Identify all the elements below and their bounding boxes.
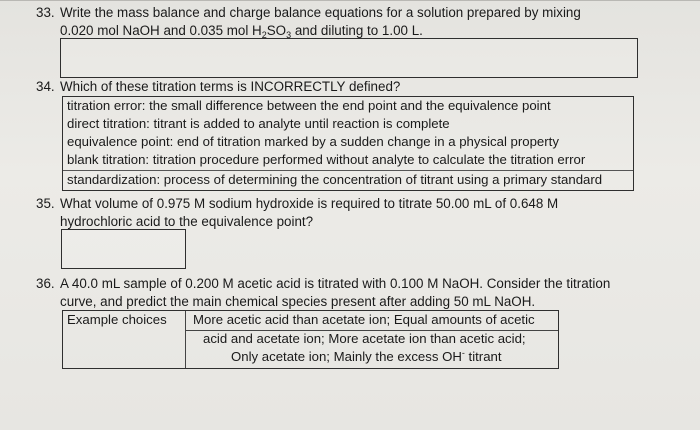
choices-line-3: Only acetate ion; Mainly the excess OH- titrant	[231, 348, 502, 364]
page-top-rule	[0, 0, 700, 1]
question-text-line-2: hydrochloric acid to the equivalence point?	[60, 213, 314, 229]
answer-box-q33[interactable]	[60, 38, 638, 78]
question-34	[36, 78, 400, 96]
question-35	[36, 195, 558, 230]
question-36	[36, 275, 610, 310]
option-item[interactable]: standardization: process of determining the concentration of titrant using a primary standard	[67, 172, 603, 187]
question-number: 36.	[36, 276, 55, 291]
question-text-line-2: 0.020 mol NaOH and 0.035 mol $H_2SO_3$ and diluting to 1.00 L.	[60, 22, 423, 40]
question-text-line-1: Write the mass balance and charge balance equations for a solution prepared by mixing	[60, 5, 581, 20]
question-text-line-2: curve, and predict the main chemical species present after adding 50 mL NaOH.	[60, 293, 536, 309]
question-text: Which of these titration terms is INCORRECTLY defined?	[60, 79, 401, 94]
choices-line-2: acid and acetate ion; More acetate ion than acetic acid;	[203, 331, 526, 346]
choices-column-divider	[185, 311, 186, 368]
choices-table-q36	[62, 310, 559, 369]
choices-label: Example choices	[67, 312, 167, 327]
question-text-line-1: What volume of 0.975 M sodium hydroxide is required to titrate 50.00 mL of 0.648 M	[60, 196, 559, 211]
options-box-q34	[62, 96, 634, 191]
option-item[interactable]: equivalence point: end of titration marked by a sudden change in a physical property	[67, 134, 559, 149]
option-item[interactable]: direct titration: titrant is added to analyte until reaction is complete	[67, 116, 450, 131]
question-number: 33.	[36, 5, 55, 20]
question-number: 34.	[36, 79, 55, 94]
choices-line-1: More acetic acid than acetate ion; Equal amounts of acetic	[193, 312, 535, 327]
question-33	[36, 4, 581, 39]
question-text-line-1: A 40.0 mL sample of 0.200 M acetic acid is titrated with 0.100 M NaOH. Consider the titration	[60, 276, 611, 291]
question-number: 35.	[36, 196, 55, 211]
answer-box-q35[interactable]	[61, 229, 186, 269]
option-item[interactable]: blank titration: titration procedure performed without analyte to calculate the titration error	[67, 152, 586, 167]
option-item[interactable]: titration error: the small difference between the end point and the equivalence point	[67, 98, 551, 113]
